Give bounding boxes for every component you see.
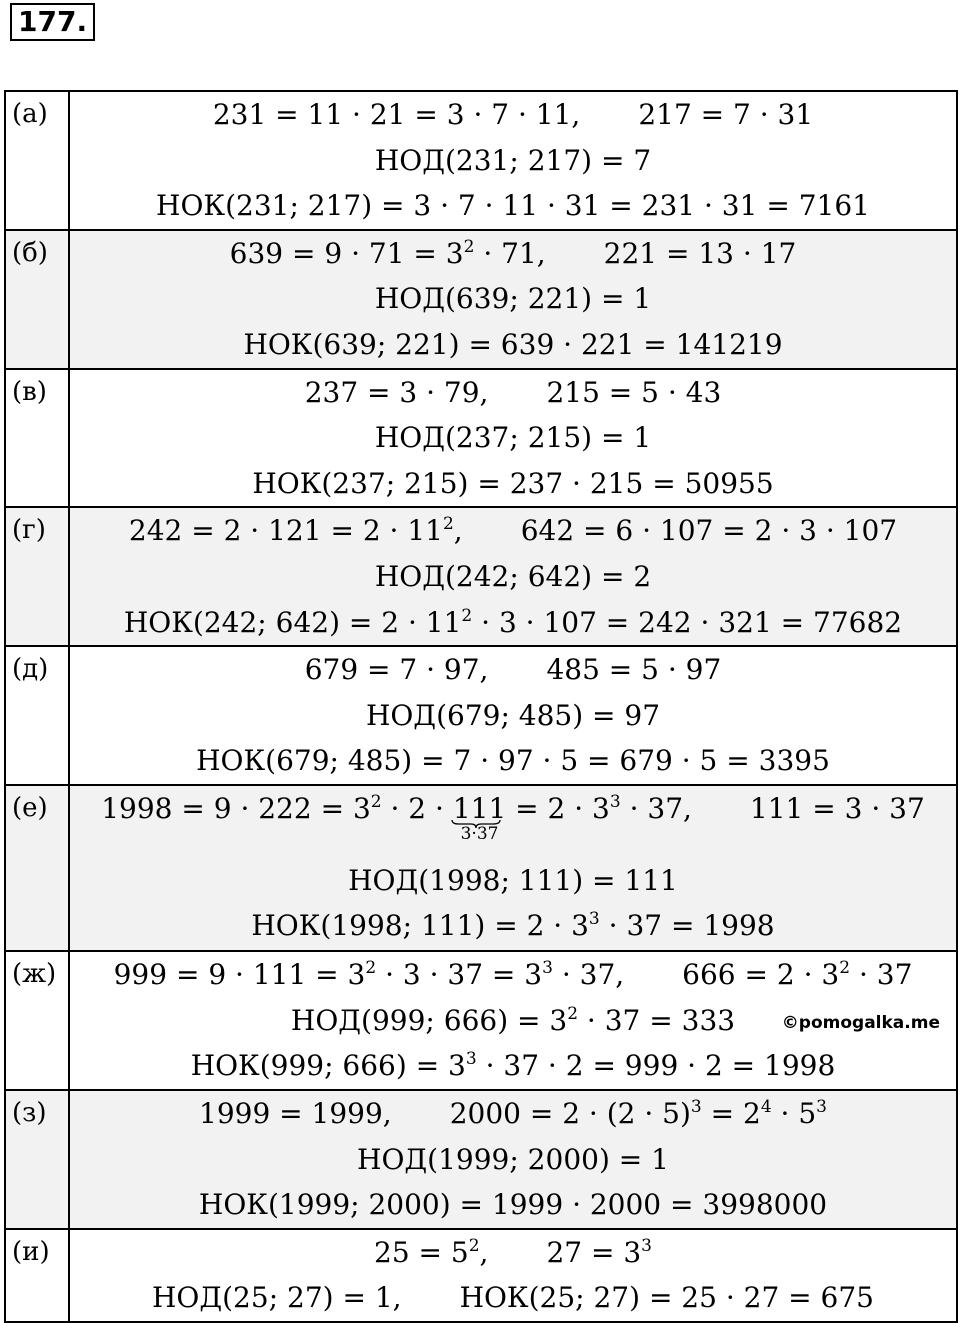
row-content bbox=[69, 91, 957, 230]
factorization-b: 111 = 3 · 37 bbox=[749, 791, 925, 825]
factorization-a: $999 = 9 \cdot 111 = 3^2 \cdot 3 \cdot 37 = 3^3 \cdot 37$, bbox=[113, 957, 625, 991]
lcm-line: НОК(237; 215) = 237 · 215 = 50955 bbox=[252, 466, 774, 500]
factorization-b: $27 = 3^3$ bbox=[546, 1235, 652, 1269]
lcm-line: НОК(231; 217) = 3 · 7 · 11 · 31 = 231 · 31 = 7161 bbox=[156, 189, 870, 223]
row-label: (а) bbox=[5, 91, 69, 230]
gcd-line: НОД(1998; 111) = 111 bbox=[348, 863, 678, 897]
row-label: (и) bbox=[5, 1229, 69, 1322]
lcm-value: НОК(25; 27) = 25 · 27 = 675 bbox=[459, 1281, 874, 1315]
gcd-line: НОД(639; 221) = 1 bbox=[374, 282, 652, 316]
row-label: (г) bbox=[5, 507, 69, 646]
row-label: (з) bbox=[5, 1090, 69, 1229]
gcd-line: НОД(231; 217) = 7 bbox=[374, 143, 652, 177]
lcm-line: НОК(1999; 2000) = 1999 · 2000 = 3998000 bbox=[198, 1188, 828, 1222]
row-label: (е) bbox=[5, 785, 69, 951]
row-content bbox=[69, 369, 957, 508]
factorization-line bbox=[74, 952, 952, 998]
factorization-line bbox=[74, 1091, 952, 1137]
row-content bbox=[69, 1090, 957, 1229]
factorization-line bbox=[74, 786, 952, 858]
underbrace-note: 3·37 bbox=[460, 823, 499, 844]
lcm-line: НОК(999; $666) = 3^3 \cdot 37 \cdot 2 = 999 \cdot 2 = 1998$ bbox=[190, 1049, 836, 1083]
gcd-lcm-line bbox=[74, 1275, 952, 1321]
factorization-a: 679 = 7 · 97, bbox=[304, 653, 489, 687]
solution-row-g bbox=[5, 507, 957, 646]
lcm-line: НОК(639; 221) = 639 · 221 = 141219 bbox=[243, 327, 783, 361]
solution-row-d bbox=[5, 646, 957, 785]
row-label: (б) bbox=[5, 230, 69, 369]
row-content bbox=[69, 1229, 957, 1322]
solution-row-v bbox=[5, 369, 957, 508]
solution-row-a bbox=[5, 91, 957, 230]
factorization-a: $639 = 9 \cdot 71 = 3^2 \cdot 71$, bbox=[229, 236, 546, 270]
lcm-line: НОК(679; 485) = 7 · 97 · 5 = 679 · 5 = 3395 bbox=[196, 744, 830, 778]
factorization-line bbox=[74, 92, 952, 138]
gcd-line: НОД(999; $666) = 3^2 \cdot 37 = 333$ bbox=[290, 1003, 736, 1037]
watermark: ©pomogalka.me bbox=[781, 1013, 940, 1033]
underbrace-term: 111 3·37 bbox=[452, 791, 507, 844]
factorization-a: $1998 = 9 \cdot 222 = 3^2 \cdot 2 \cdot 111$ 3·37 = $2 \cdot 3^3 \cdot 37$, bbox=[101, 792, 692, 825]
solution-row-z bbox=[5, 1090, 957, 1229]
factorization-line bbox=[74, 370, 952, 416]
factorization-b: 642 = 6 · 107 = 2 · 3 · 107 bbox=[520, 514, 898, 548]
factorization-b: $666 = 2 \cdot 3^2 \cdot 37$ bbox=[682, 957, 913, 991]
factorization-a: 1999 = 1999, bbox=[199, 1096, 392, 1130]
factorization-b: $2000 = 2 \cdot (2 \cdot 5)^3 = 2^4 \cdot 5^3$ bbox=[449, 1096, 827, 1130]
factorization-line bbox=[74, 647, 952, 693]
lcm-line: НОК(242; $642) = 2 \cdot 11^2 \cdot 3 \cdot 107 = 242 \cdot 321 = 77682$ bbox=[123, 605, 903, 639]
row-label: (в) bbox=[5, 369, 69, 508]
gcd-line: НОД(679; 485) = 97 bbox=[365, 698, 661, 732]
factorization-b: 217 = 7 · 31 bbox=[638, 98, 814, 131]
solution-row-i bbox=[5, 1229, 957, 1322]
factorization-a: 237 = 3 · 79, bbox=[304, 375, 489, 409]
row-content bbox=[69, 785, 957, 951]
task-number: 177. bbox=[10, 3, 95, 41]
lcm-line: НОК(1998; $111) = 2 \cdot 3^3 \cdot 37 = 1998$ bbox=[251, 909, 775, 943]
solution-row-e bbox=[5, 785, 957, 951]
factorization-b: 485 = 5 · 97 bbox=[546, 653, 722, 687]
row-label: (д) bbox=[5, 646, 69, 785]
row-content bbox=[69, 507, 957, 646]
gcd-value: НОД(25; 27) = 1, bbox=[152, 1281, 402, 1315]
factorization-b: 215 = 5 · 43 bbox=[546, 375, 722, 409]
factorization-a: 231 = 11 · 21 = 3 · 7 · 11, bbox=[212, 98, 581, 131]
row-label: (ж) bbox=[5, 951, 69, 1090]
gcd-line: НОД(237; 215) = 1 bbox=[374, 421, 652, 455]
factorization-a: $25 = 5^2$, bbox=[374, 1235, 489, 1269]
gcd-line: НОД(242; 642) = 2 bbox=[374, 559, 652, 593]
factorization-line bbox=[74, 1230, 952, 1276]
solutions-table bbox=[4, 90, 958, 1323]
factorization-line bbox=[74, 231, 952, 277]
row-content bbox=[69, 646, 957, 785]
factorization-line bbox=[74, 508, 952, 554]
factorization-b: 221 = 13 · 17 bbox=[603, 236, 797, 270]
solution-row-b bbox=[5, 230, 957, 369]
gcd-line: НОД(1999; 2000) = 1 bbox=[357, 1142, 669, 1176]
factorization-a: $242 = 2 \cdot 121 = 2 \cdot 11^2$, bbox=[128, 514, 463, 548]
row-content bbox=[69, 230, 957, 369]
